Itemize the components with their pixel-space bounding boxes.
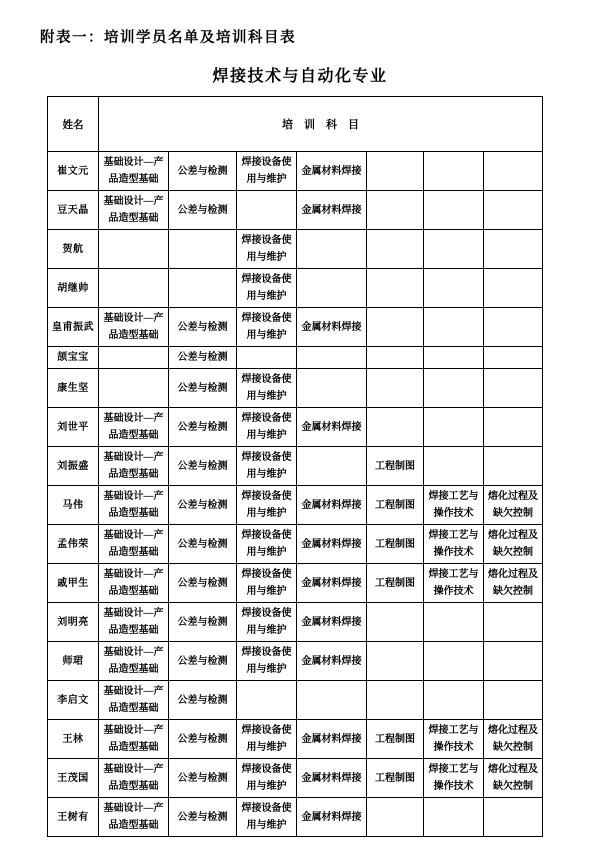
subject-cell: 工程制图	[367, 720, 424, 759]
subject-cell: 基础设计—产品造型基础	[99, 642, 169, 681]
student-name-cell: 贺航	[48, 230, 99, 269]
subject-cell	[237, 347, 297, 369]
subject-cell: 基础设计—产品造型基础	[99, 447, 169, 486]
subject-cell	[367, 369, 424, 408]
subject-cell: 焊接工艺与操作技术	[424, 486, 484, 525]
student-name-cell: 刘世平	[48, 408, 99, 447]
subject-cell: 基础设计—产品造型基础	[99, 759, 169, 798]
subject-cell	[297, 269, 367, 308]
subject-cell: 公差与检测	[169, 191, 237, 230]
subject-cell: 金属材料焊接	[297, 642, 367, 681]
subject-cell: 焊接设备使用与维护	[237, 525, 297, 564]
subject-cell	[297, 447, 367, 486]
subject-cell: 公差与检测	[169, 642, 237, 681]
subject-cell: 焊接设备使用与维护	[237, 720, 297, 759]
subject-cell: 基础设计—产品造型基础	[99, 191, 169, 230]
subject-cell: 熔化过程及缺欠控制	[484, 564, 543, 603]
subject-cell: 焊接工艺与操作技术	[424, 759, 484, 798]
subject-cell: 金属材料焊接	[297, 152, 367, 191]
subject-cell	[424, 603, 484, 642]
subject-cell: 公差与检测	[169, 486, 237, 525]
subject-cell	[424, 408, 484, 447]
subject-cell: 熔化过程及缺欠控制	[484, 720, 543, 759]
subject-cell: 工程制图	[367, 564, 424, 603]
subject-cell: 焊接设备使用与维护	[237, 486, 297, 525]
subject-cell: 焊接设备使用与维护	[237, 447, 297, 486]
subject-cell: 焊接设备使用与维护	[237, 152, 297, 191]
student-name-cell: 李启文	[48, 681, 99, 720]
table-header-row	[48, 97, 543, 152]
training-subjects-table	[47, 96, 543, 837]
subject-cell	[169, 269, 237, 308]
subject-cell: 公差与检测	[169, 564, 237, 603]
subject-cell	[424, 347, 484, 369]
subject-cell	[484, 230, 543, 269]
table-row	[48, 230, 543, 269]
subject-cell: 金属材料焊接	[297, 564, 367, 603]
subject-cell	[484, 408, 543, 447]
table-row	[48, 525, 543, 564]
student-name-cell: 王茂国	[48, 759, 99, 798]
subject-cell: 公差与检测	[169, 152, 237, 191]
subject-cell: 焊接工艺与操作技术	[424, 720, 484, 759]
subject-cell: 焊接设备使用与维护	[237, 230, 297, 269]
subject-cell: 金属材料焊接	[297, 759, 367, 798]
subject-cell	[424, 152, 484, 191]
column-header-name: 姓名	[48, 97, 99, 152]
subject-cell	[484, 447, 543, 486]
table-row	[48, 369, 543, 408]
subject-cell: 焊接设备使用与维护	[237, 759, 297, 798]
subject-cell	[484, 642, 543, 681]
subject-cell	[367, 798, 424, 837]
subject-cell: 公差与检测	[169, 798, 237, 837]
subject-cell: 金属材料焊接	[297, 603, 367, 642]
subject-cell: 金属材料焊接	[297, 191, 367, 230]
subject-cell	[484, 308, 543, 347]
subject-cell: 焊接设备使用与维护	[237, 564, 297, 603]
subject-cell: 公差与检测	[169, 603, 237, 642]
document-title: 附表一：培训学员名单及培训科目表	[40, 30, 296, 46]
table-row	[48, 486, 543, 525]
subject-cell: 公差与检测	[169, 759, 237, 798]
subject-cell	[297, 681, 367, 720]
subject-cell	[424, 308, 484, 347]
subject-cell	[484, 369, 543, 408]
subject-cell	[484, 603, 543, 642]
student-name-cell: 康生坚	[48, 369, 99, 408]
student-name-cell: 颉宝宝	[48, 347, 99, 369]
student-name-cell: 师珺	[48, 642, 99, 681]
subject-cell	[169, 230, 237, 269]
subject-cell	[367, 642, 424, 681]
table-row	[48, 681, 543, 720]
subject-cell	[367, 191, 424, 230]
subject-cell	[99, 369, 169, 408]
subject-cell	[367, 152, 424, 191]
subject-cell	[367, 269, 424, 308]
subject-cell	[367, 230, 424, 269]
subject-cell	[424, 642, 484, 681]
subject-cell	[484, 152, 543, 191]
subject-cell	[367, 408, 424, 447]
student-name-cell: 刘振盛	[48, 447, 99, 486]
table-row	[48, 564, 543, 603]
subject-cell	[237, 191, 297, 230]
table-body	[48, 152, 543, 837]
table-row	[48, 798, 543, 837]
subject-cell: 工程制图	[367, 759, 424, 798]
subject-cell	[424, 269, 484, 308]
table-row	[48, 191, 543, 230]
subject-cell	[367, 603, 424, 642]
student-name-cell: 戚甲生	[48, 564, 99, 603]
subject-cell: 公差与检测	[169, 347, 237, 369]
subject-cell: 公差与检测	[169, 447, 237, 486]
table-row	[48, 347, 543, 369]
subject-cell: 公差与检测	[169, 720, 237, 759]
document-subtitle: 焊接技术与自动化专业	[212, 68, 388, 85]
subject-cell: 基础设计—产品造型基础	[99, 798, 169, 837]
subject-cell	[424, 798, 484, 837]
student-name-cell: 孟伟荣	[48, 525, 99, 564]
table-row	[48, 152, 543, 191]
subject-cell	[484, 681, 543, 720]
subject-cell: 基础设计—产品造型基础	[99, 408, 169, 447]
subject-cell: 焊接设备使用与维护	[237, 798, 297, 837]
subject-cell: 焊接设备使用与维护	[237, 603, 297, 642]
subject-cell: 工程制图	[367, 447, 424, 486]
subject-cell	[424, 369, 484, 408]
subject-cell: 焊接设备使用与维护	[237, 408, 297, 447]
subject-cell: 基础设计—产品造型基础	[99, 525, 169, 564]
table-row	[48, 408, 543, 447]
subject-cell	[484, 269, 543, 308]
table-row	[48, 759, 543, 798]
subject-cell	[99, 269, 169, 308]
subject-cell: 金属材料焊接	[297, 408, 367, 447]
subject-cell	[484, 347, 543, 369]
student-name-cell: 王树有	[48, 798, 99, 837]
subject-cell	[424, 230, 484, 269]
subject-cell: 金属材料焊接	[297, 720, 367, 759]
subject-cell: 基础设计—产品造型基础	[99, 720, 169, 759]
subject-cell: 工程制图	[367, 525, 424, 564]
subject-cell: 金属材料焊接	[297, 525, 367, 564]
subject-cell	[297, 230, 367, 269]
subject-cell: 熔化过程及缺欠控制	[484, 525, 543, 564]
subject-cell: 金属材料焊接	[297, 798, 367, 837]
subject-cell: 公差与检测	[169, 369, 237, 408]
subject-cell	[424, 681, 484, 720]
subject-cell: 焊接设备使用与维护	[237, 308, 297, 347]
subject-cell: 焊接设备使用与维护	[237, 642, 297, 681]
subject-cell	[424, 447, 484, 486]
subject-cell: 公差与检测	[169, 681, 237, 720]
subject-cell: 熔化过程及缺欠控制	[484, 759, 543, 798]
subject-cell: 公差与检测	[169, 308, 237, 347]
table-row	[48, 642, 543, 681]
subject-cell	[484, 798, 543, 837]
table-row	[48, 720, 543, 759]
table-row	[48, 447, 543, 486]
student-name-cell: 刘明亮	[48, 603, 99, 642]
student-name-cell: 崔文元	[48, 152, 99, 191]
subject-cell: 公差与检测	[169, 408, 237, 447]
table-row	[48, 603, 543, 642]
subject-cell	[484, 191, 543, 230]
subject-cell: 基础设计—产品造型基础	[99, 603, 169, 642]
table-row	[48, 308, 543, 347]
subject-cell	[237, 681, 297, 720]
subject-cell: 基础设计—产品造型基础	[99, 152, 169, 191]
subject-cell: 基础设计—产品造型基础	[99, 564, 169, 603]
subject-cell	[367, 347, 424, 369]
subject-cell	[297, 347, 367, 369]
subject-cell: 基础设计—产品造型基础	[99, 486, 169, 525]
subject-cell: 基础设计—产品造型基础	[99, 308, 169, 347]
student-name-cell: 胡继帅	[48, 269, 99, 308]
subject-cell: 金属材料焊接	[297, 308, 367, 347]
student-name-cell: 豆天晶	[48, 191, 99, 230]
student-name-cell: 王林	[48, 720, 99, 759]
subject-cell: 焊接工艺与操作技术	[424, 564, 484, 603]
subject-cell: 焊接工艺与操作技术	[424, 525, 484, 564]
subject-cell: 公差与检测	[169, 525, 237, 564]
subject-cell: 熔化过程及缺欠控制	[484, 486, 543, 525]
subject-cell	[99, 230, 169, 269]
subject-cell: 金属材料焊接	[297, 486, 367, 525]
student-name-cell: 皇甫振武	[48, 308, 99, 347]
subject-cell: 工程制图	[367, 486, 424, 525]
table-row	[48, 269, 543, 308]
subject-cell	[367, 681, 424, 720]
subject-cell	[367, 308, 424, 347]
subject-cell: 焊接设备使用与维护	[237, 369, 297, 408]
subject-cell: 基础设计—产品造型基础	[99, 681, 169, 720]
subject-cell	[424, 191, 484, 230]
column-header-subjects: 培训科目	[99, 97, 543, 152]
subject-cell	[99, 347, 169, 369]
subject-cell	[297, 369, 367, 408]
subject-cell: 焊接设备使用与维护	[237, 269, 297, 308]
student-name-cell: 马伟	[48, 486, 99, 525]
